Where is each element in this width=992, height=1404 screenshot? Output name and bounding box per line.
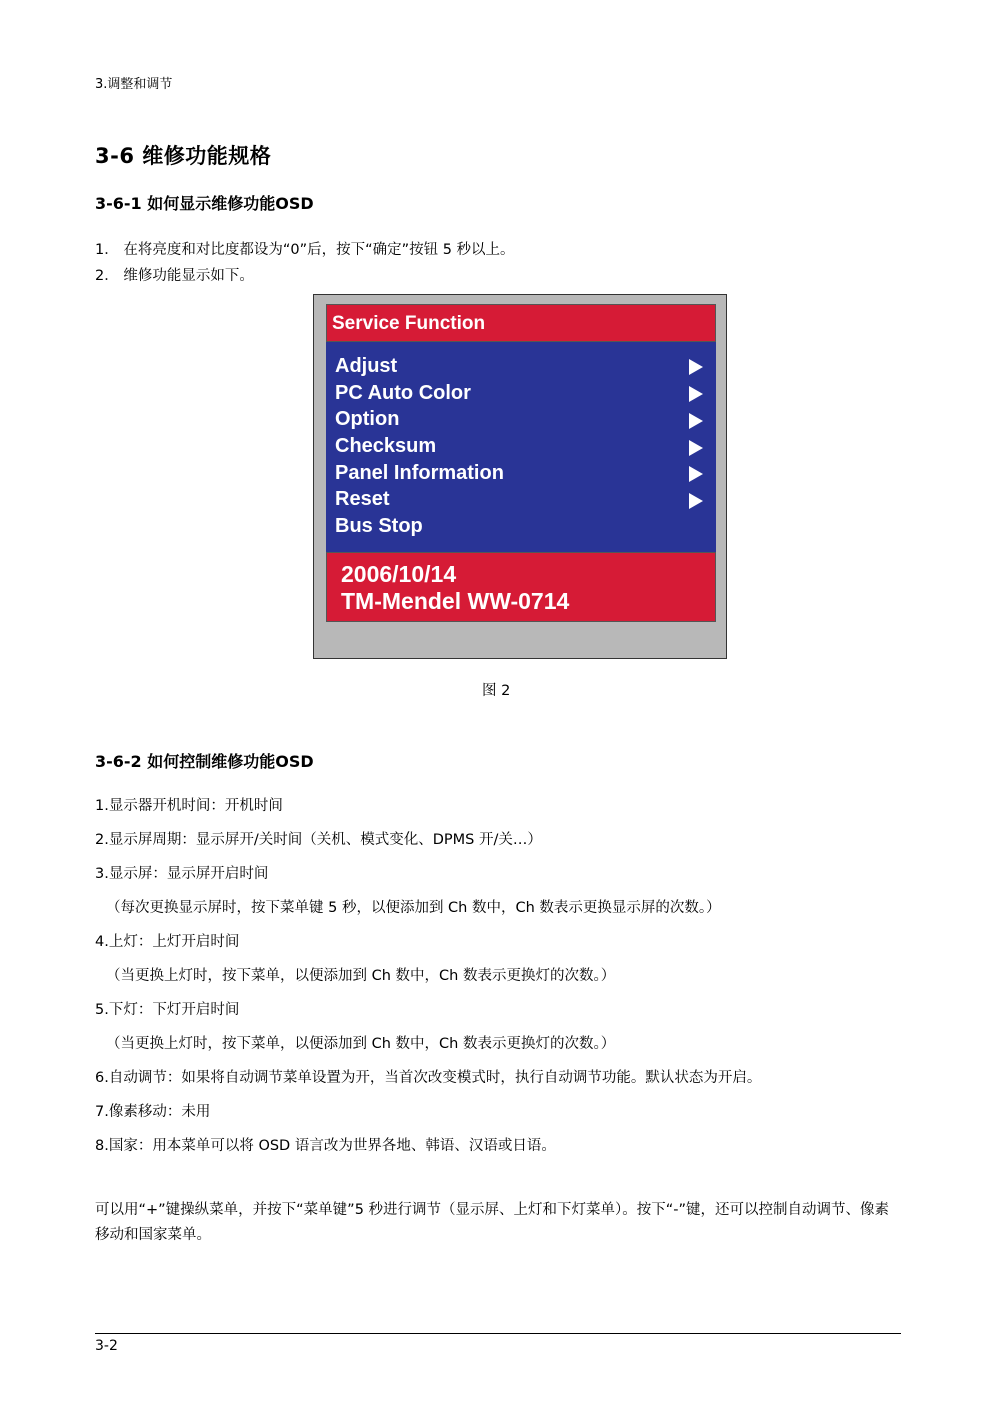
running-header: 3.调整和调节 [95, 77, 173, 92]
list-item-lower-lamp-note: （当更换上灯时，按下菜单，以便添加到 Ch 数中，Ch 数表示更换灯的次数。） [106, 1036, 616, 1052]
osd-item-checksum: Checksum [335, 435, 437, 457]
list-item-upper-lamp: 4.上灯：上灯开启时间 [95, 934, 240, 950]
step-2: 2． 维修功能显示如下。 [95, 268, 254, 284]
figure-caption: 图 2 [482, 683, 511, 699]
triangle-right-icon [689, 386, 703, 402]
triangle-right-icon [689, 440, 703, 456]
osd-item-bus-stop: Bus Stop [335, 515, 423, 537]
osd-item-adjust: Adjust [335, 355, 398, 377]
triangle-right-icon [689, 466, 703, 482]
triangle-right-icon [689, 413, 703, 429]
list-item-country: 8.国家：用本菜单可以将 OSD 语言改为世界各地、韩语、汉语或日语。 [95, 1138, 556, 1154]
triangle-right-icon [689, 359, 703, 375]
list-item-pixel-shift: 7.像素移动：未用 [95, 1104, 211, 1120]
list-item-lower-lamp: 5.下灯：下灯开启时间 [95, 1002, 240, 1018]
subsection-title-control-osd: 3-6-2 如何控制维修功能OSD [95, 752, 314, 771]
section-title: 3-6 维修功能规格 [95, 144, 272, 168]
osd-date: 2006/10/14 [341, 561, 457, 587]
list-item-display-on-time: 1.显示器开机时间：开机时间 [95, 798, 283, 814]
osd-item-pc-auto-color: PC Auto Color [335, 382, 471, 404]
triangle-right-icon [689, 493, 703, 509]
osd-item-panel-information: Panel Information [335, 462, 504, 484]
list-item-panel-note: （每次更换显示屏时，按下菜单键 5 秒，以便添加到 Ch 数中，Ch 数表示更换显示屏的次数。） [106, 900, 721, 916]
list-item-upper-lamp-note: （当更换上灯时，按下菜单，以便添加到 Ch 数中，Ch 数表示更换灯的次数。） [106, 968, 616, 984]
list-item-display-cycle: 2.显示屏周期：显示屏开/关时间（关机、模式变化、DPMS 开/关…） [95, 832, 542, 848]
subsection-title-display-osd: 3-6-1 如何显示维修功能OSD [95, 194, 314, 213]
usage-note: 可以用“+”键操纵菜单，并按下“菜单键”5 秒进行调节（显示屏、上灯和下灯菜单）。按下“-”键，还可以控制自动调节、像素移动和国家菜单。 [95, 1202, 890, 1243]
step-1: 1． 在将亮度和对比度都设为“0”后，按下“确定”按钮 5 秒以上。 [95, 242, 515, 258]
list-item-display-panel: 3.显示屏：显示屏开启时间 [95, 866, 269, 882]
page-number: 3-2 [95, 1338, 118, 1354]
osd-item-option: Option [335, 408, 400, 430]
footer-divider [95, 1333, 901, 1334]
osd-model: TM-Mendel WW-0714 [341, 588, 570, 614]
osd-title: Service Function [332, 313, 486, 334]
osd-item-reset: Reset [335, 488, 390, 510]
list-item-auto-adjust: 6.自动调节：如果将自动调节菜单设置为开，当首次改变模式时，执行自动调节功能。默认状态为开启。 [95, 1070, 762, 1086]
